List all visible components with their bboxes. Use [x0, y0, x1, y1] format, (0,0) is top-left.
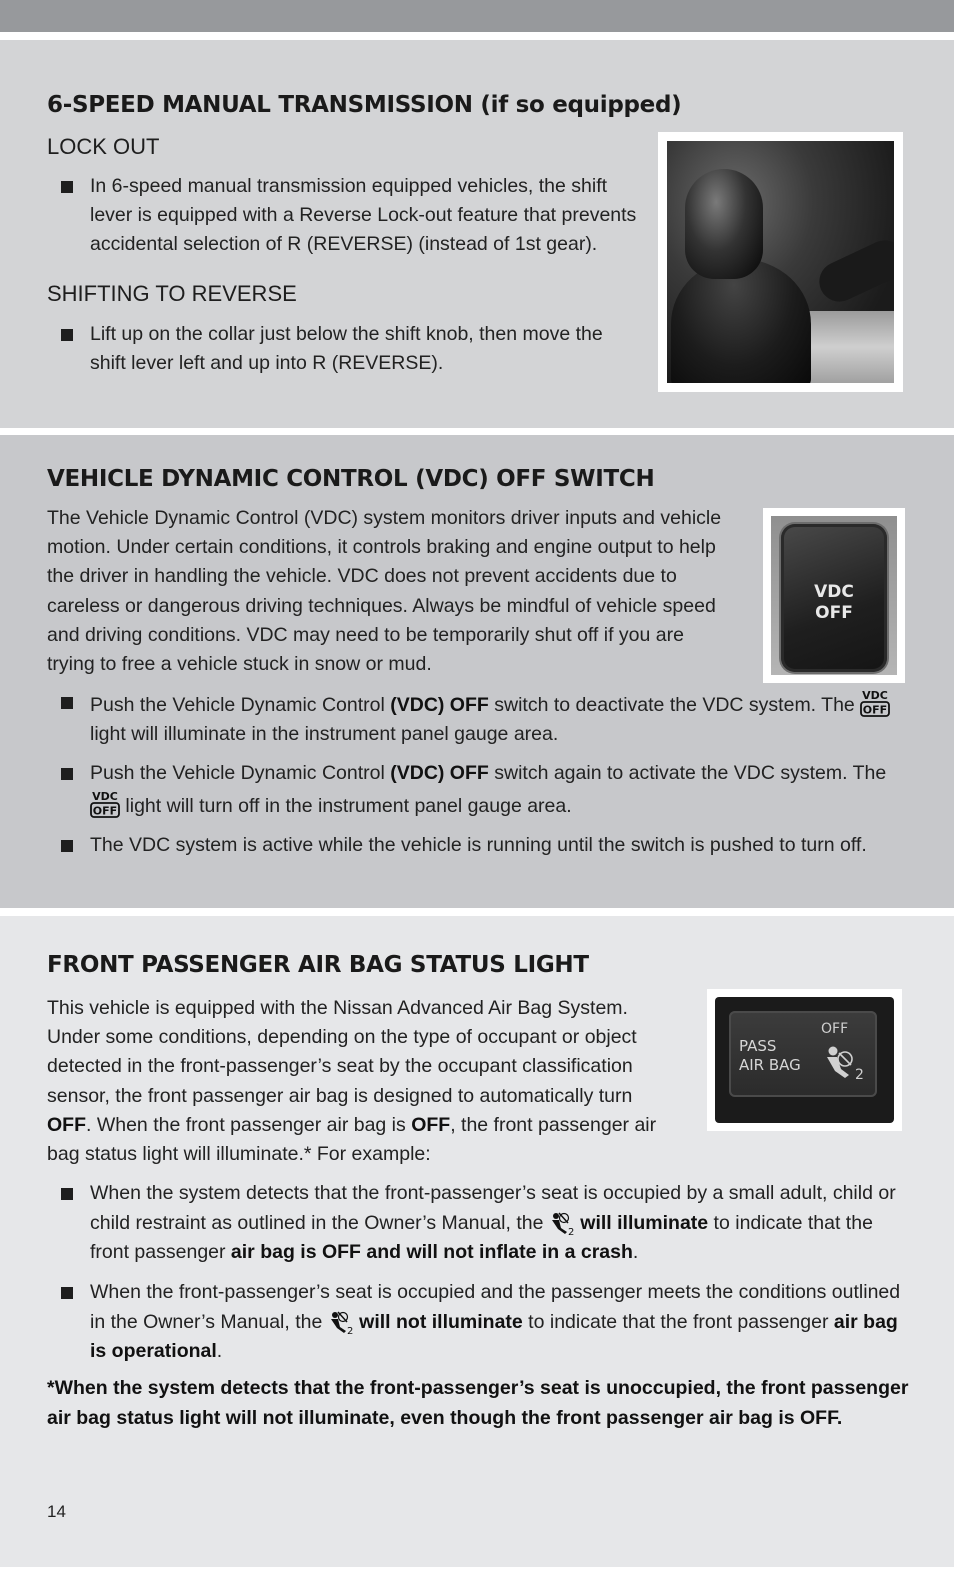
pass-airbag-panel [729, 1011, 877, 1097]
parking-brake-handle [813, 234, 894, 308]
bullet-square-icon [61, 181, 73, 193]
pass-airbag-photo [707, 989, 902, 1131]
vdc-switch-label: VDC OFF [814, 582, 854, 623]
airbag-off-indicator-icon [821, 1045, 865, 1081]
shift-knob [685, 169, 763, 279]
page-number: 14 [47, 1502, 66, 1521]
svg-text:OFF: OFF [92, 804, 118, 818]
bullet-square-icon [61, 840, 73, 852]
top-header-bar [0, 0, 954, 32]
vdc-switch-photo [763, 508, 905, 683]
vdc-off-switch [781, 524, 887, 672]
lockout-heading: LOCK OUT [47, 134, 160, 159]
pass-airbag-background [715, 997, 894, 1123]
list-item: When the system detects that the front-passenger’s seat is occupied by a small adult, child or child restraint as outlined in the Owner’s Manual, the 2 will illuminate to indicate that the front passenger air bag is OFF and will not inflate in a crash. [47, 1179, 907, 1268]
svg-text:2: 2 [567, 1227, 575, 1237]
list-item: The VDC system is active while the vehicle is running until the switch is pushed to turn off. [47, 831, 907, 860]
list-item: Push the Vehicle Dynamic Control (VDC) OFF switch to deactivate the VDC system. The VDC OFF light will illuminate in the instrument panel gauge area. [47, 688, 907, 749]
bullet-square-icon [61, 768, 73, 780]
vdc-off-indicator-icon [90, 789, 120, 819]
airbag-section [0, 916, 954, 1567]
manual-transmission-title: 6-SPEED MANUAL TRANSMISSION (if so equipped) [47, 92, 682, 118]
vdc-intro: The Vehicle Dynamic Control (VDC) system monitors driver inputs and vehicle motion. Under certain conditions, it controls braking and engine output to help the driver in handling the vehicle. VDC does not prevent accidents due to careless or dangerous driving techniques. Always be mindful of vehicle speed and driving conditions. VDC may need to be temporarily shut off if you are trying to free a vehicle stuck in snow or mud. [47, 507, 722, 676]
pass-airbag-label: PASS AIR BAG [739, 1037, 801, 1074]
svg-text:OFF: OFF [863, 703, 888, 717]
airbag-list [47, 1179, 907, 1366]
airbag-off-inline-icon [328, 1307, 354, 1335]
svg-text:VDC: VDC [862, 689, 889, 702]
pass-airbag-off-label: OFF [821, 1021, 849, 1037]
svg-text:2: 2 [346, 1325, 354, 1335]
svg-text:2: 2 [855, 1067, 864, 1081]
vdc-list [47, 688, 907, 860]
bullet-square-icon [61, 697, 73, 709]
bullet-square-icon [61, 329, 73, 341]
vdc-title: VEHICLE DYNAMIC CONTROL (VDC) OFF SWITCH [47, 466, 655, 492]
list-item: In 6-speed manual transmission equipped vehicles, the shift lever is equipped with a Reverse Lock-out feature that prevents accidental selection of R (REVERSE) (instead of 1st gear). [47, 172, 637, 260]
airbag-off-inline-icon [549, 1208, 575, 1236]
lockout-list [47, 172, 637, 260]
airbag-title: FRONT PASSENGER AIR BAG STATUS LIGHT [47, 952, 589, 978]
shifter-photo [658, 132, 903, 392]
shifter-scene [667, 141, 894, 383]
list-item: Lift up on the collar just below the shift knob, then move the shift lever left and up into R (REVERSE). [47, 320, 637, 378]
bullet-square-icon [61, 1287, 73, 1299]
vdc-off-indicator-icon [860, 688, 890, 718]
reverse-heading: SHIFTING TO REVERSE [47, 281, 297, 306]
svg-text:VDC: VDC [92, 789, 118, 803]
manual-transmission-section [0, 40, 954, 428]
bullet-square-icon [61, 1188, 73, 1200]
reverse-list [47, 320, 637, 378]
list-item: Push the Vehicle Dynamic Control (VDC) OFF switch again to activate the VDC system. The VDC OFF light will turn off in the instrument panel gauge area. [47, 759, 907, 820]
airbag-intro: This vehicle is equipped with the Nissan Advanced Air Bag System. Under some conditions, depending on the type of occupant or object detected in the front-passenger’s seat by the occupant classification sensor, the front passenger air bag is designed to automatically turn OFF. When the front passenger air bag is OFF, the front passenger air bag status light will illuminate.* For example: [47, 997, 657, 1166]
vdc-switch-background [771, 516, 897, 675]
list-item: When the front-passenger’s seat is occupied and the passenger meets the conditions outlined in the Owner’s Manual, the 2 will not illuminate to indicate that the front passenger air bag is operational. [47, 1278, 907, 1367]
airbag-footnote: *When the system detects that the front-passenger’s seat is unoccupied, the front passenger air bag status light will not illuminate, even though the front passenger air bag is OFF. [47, 1377, 909, 1429]
vdc-section [0, 435, 954, 908]
